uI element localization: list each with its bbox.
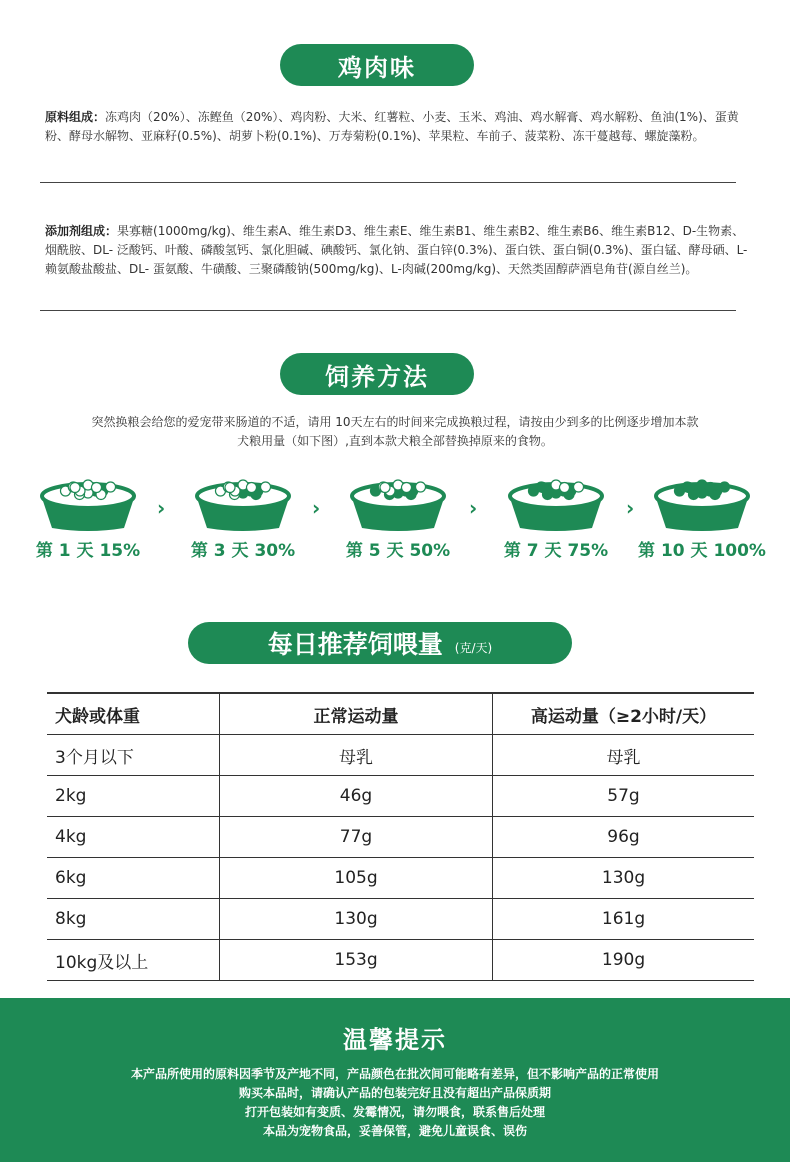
table-cell: 2kg: [47, 776, 220, 817]
feeding-intro: [30, 413, 760, 451]
warm-tips-title: 温馨提示: [343, 1026, 447, 1054]
table-cell: 130g: [493, 858, 755, 899]
transition-step-label: 第 1 天 15%: [35, 541, 141, 561]
table-header: 犬龄或体重: [47, 693, 220, 735]
table-row: [47, 735, 754, 776]
transition-step-label: 第 10 天 100%: [638, 541, 766, 561]
daily-feeding-title: [188, 622, 572, 664]
table-cell: 190g: [493, 940, 755, 981]
table-cell: 3个月以下: [47, 735, 220, 776]
food-bowl-icon: [348, 476, 448, 532]
table-cell: 96g: [493, 817, 755, 858]
warm-tip-line: 本产品所使用的原料因季节及产地不同，产品颜色在批次间可能略有差异，但不影响产品的正常使用: [130, 1067, 659, 1081]
table-row: [47, 776, 754, 817]
food-bowl-icon: [652, 476, 752, 532]
intro-line: 犬粮用量（如下图）,直到本款犬粮全部替换掉原来的食物。: [237, 434, 553, 448]
chevron-right-icon: ›: [626, 496, 635, 520]
table-cell: 161g: [493, 899, 755, 940]
additives-label: 添加剂组成：: [45, 224, 118, 238]
ingredients-label: 原料组成：: [45, 110, 106, 124]
food-bowl-icon: [38, 476, 138, 532]
warm-tips-footer: [0, 998, 790, 1162]
warm-tip-line: 打开包装如有变质、发霉情况，请勿喂食，联系售后处理: [244, 1105, 545, 1119]
table-cell: 10kg及以上: [47, 940, 220, 981]
table-header-row: [47, 693, 754, 735]
table-cell: 8kg: [47, 899, 220, 940]
table-cell: 153g: [220, 940, 493, 981]
food-bowl-icon: [193, 476, 293, 532]
table-row: [47, 940, 754, 981]
warm-tip-line: 购买本品时，请确认产品的包装完好且没有超出产品保质期: [238, 1086, 551, 1100]
feeding-method-title: 饲养方法: [280, 353, 474, 395]
table-header: 高运动量（≥2小时/天）: [493, 693, 755, 735]
ingredients-paragraph: [45, 108, 755, 146]
intro-line: 突然换粮会给您的爱宠带来肠道的不适，请用 10天左右的时间来完成换粮过程，请按由少到多的比例逐步增加本款: [91, 415, 699, 429]
chevron-right-icon: ›: [157, 496, 166, 520]
table-cell: 母乳: [493, 735, 755, 776]
table-cell: 6kg: [47, 858, 220, 899]
table-cell: 4kg: [47, 817, 220, 858]
flavor-title: 鸡肉味: [280, 44, 474, 86]
table-row: [47, 817, 754, 858]
ingredients-text: 冻鸡肉（20%）、冻鲣鱼（20%）、鸡肉粉、大米、红薯粒、小麦、玉米、鸡油、鸡水解膏、鸡水解粉、鱼油(1%)、蛋黄粉、酵母水解物、亚麻籽(0.5%)、胡萝卜粉(0.1%)、万寿菊粉(0.1%)、苹果粒、车前子、菠菜粉、冻干蔓越莓、螺旋藻粉。: [45, 110, 739, 143]
table-cell: 46g: [220, 776, 493, 817]
table-row: [47, 858, 754, 899]
additives-text: 果寡糖(1000mg/kg)、维生素A、维生素D3、维生素E、维生素B1、维生素B2、维生素B6、维生素B12、D-生物素、烟酰胺、DL- 泛酸钙、叶酸、磷酸氢钙、氯化胆碱、碘酸钙、氯化钠、蛋白锌(0.3%)、蛋白铁、蛋白铜(0.3%)、蛋白锰、酵母硒、L- 赖氨酸盐酸盐、DL- 蛋氨酸、牛磺酸、三聚磷酸钠(500mg/kg)、L-肉碱(200mg/kg)、天然类固醇萨酒皂角苷(源自丝兰)。: [45, 224, 748, 276]
table-cell: 77g: [220, 817, 493, 858]
daily-feeding-title-text: 每日推荐饲喂量: [267, 630, 443, 659]
transition-step-label: 第 7 天 75%: [503, 541, 609, 561]
table-cell: 母乳: [220, 735, 493, 776]
chevron-right-icon: ›: [469, 496, 478, 520]
additives-paragraph: [45, 222, 755, 279]
table-cell: 57g: [493, 776, 755, 817]
divider: [40, 310, 736, 311]
food-bowl-icon: [506, 476, 606, 532]
feeding-table: [47, 692, 754, 981]
divider: [40, 182, 736, 183]
daily-feeding-unit: (克/天): [454, 640, 493, 655]
table-cell: 130g: [220, 899, 493, 940]
table-row: [47, 899, 754, 940]
table-header: 正常运动量: [220, 693, 493, 735]
transition-step-label: 第 5 天 50%: [345, 541, 451, 561]
chevron-right-icon: ›: [312, 496, 321, 520]
warm-tip-line: 本品为宠物食品，妥善保管，避免儿童误食、误伤: [262, 1124, 527, 1138]
transition-step-label: 第 3 天 30%: [190, 541, 296, 561]
table-cell: 105g: [220, 858, 493, 899]
